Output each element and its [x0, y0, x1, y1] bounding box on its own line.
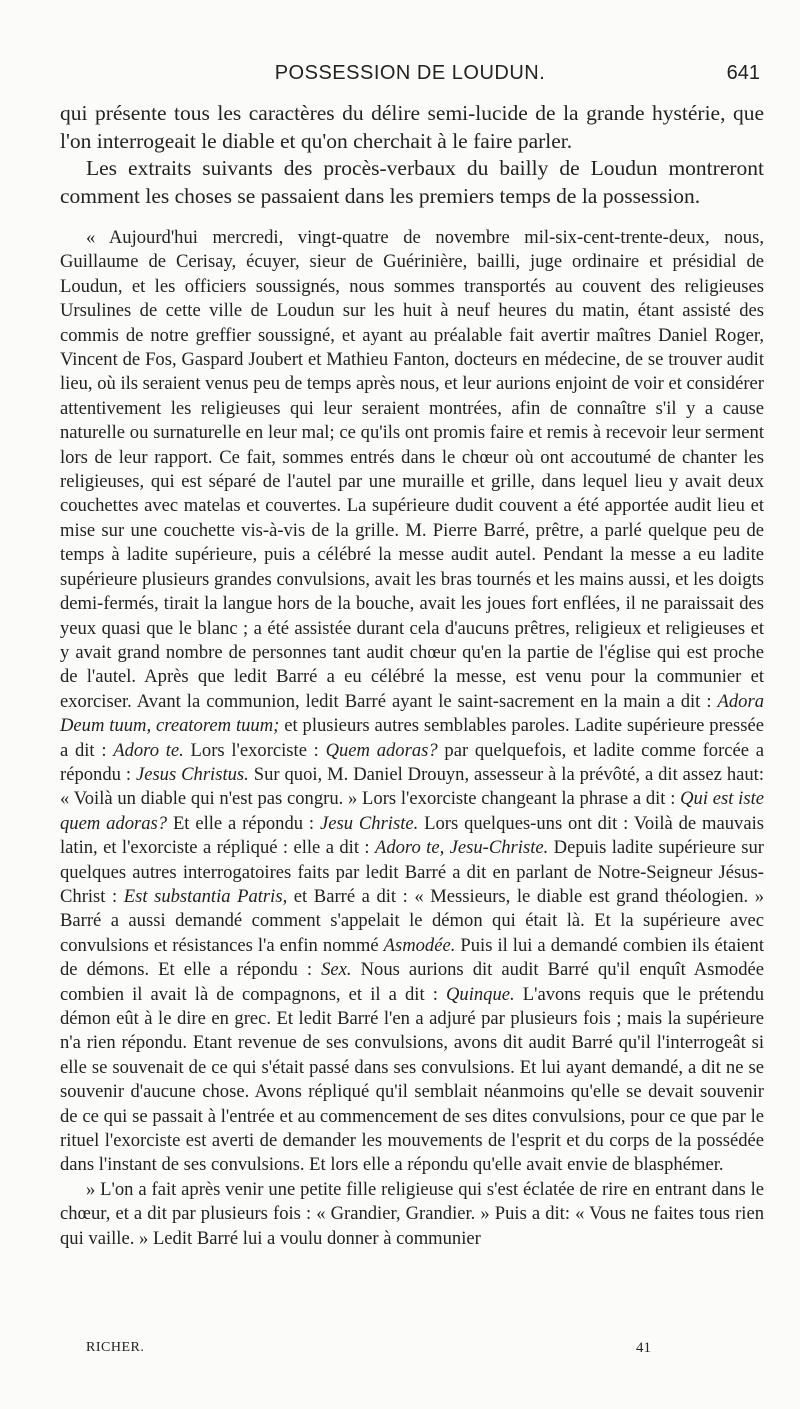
running-title: POSSESSION DE LOUDUN. [274, 62, 546, 84]
printer-signature: RICHER. [86, 1340, 145, 1355]
latin-phrase: Sex. [321, 959, 352, 981]
text-segment: Sur quoi, M. Daniel Drouyn, assesseur à la prévôté, a dit assez haut: « Voilà un diable qui n'est pas congru. » Lors l'exorciste changeant la phrase a dit : [60, 763, 764, 810]
proces-verbal-extract [60, 226, 764, 1251]
page-number: 641 [726, 62, 760, 84]
text-segment: Lors l'exorciste : [183, 739, 326, 761]
text-segment: Et elle a répondu : [167, 812, 320, 834]
signature-mark: 41 [636, 1340, 651, 1356]
text-segment: et Barré a dit : « Messieurs, le diable est grand théologien. » Barré a aussi demandé comment s'appelait le démon qui était là. Et la supérieure avec convulsions et résistances l'a enfin nommé [60, 885, 765, 956]
latin-phrase: Quinque. [445, 983, 515, 1005]
latin-phrase: Adora Deum tuum, creatorem tuum; [60, 690, 764, 737]
proces-paragraph-1 [60, 226, 764, 1178]
latin-phrase: Qui est iste quem adoras? [60, 788, 764, 834]
text-segment: L'avons requis que le prétendu démon eût à le dire en grec. Et ledit Barré l'en a adjuré par plusieurs fois ; mais la supérieure n'a rien répondu. Etant revenue de ses convulsions, avons dit audit Barré qu'il l'interrogeât si elle se souvenait de ce qui s'était passé dans ses convulsions. Et lui ayant demandé, a dit ne se souvenir d'aucune chose. Avons répliqué qu'il semblait néanmoins qu'elle se devait souvenir de ce qui se passait à l'entrée et au commencement de ses dites convulsions, pour ce que par le rituel l'exorciste est averti de demander les mouvements de l'esprit et du corps de la possédée dans l'instant de ses convulsions. Et lors elle a répondu qu'elle avait envie de blasphémer. [60, 983, 764, 1176]
latin-phrase: Jesu Christe. [319, 812, 419, 834]
body-text [60, 100, 764, 1251]
text-segment: Nous aurions dit audit Barré qu'il enquît Asmodée combien il avait là de compagnons, et il a dit : [60, 959, 765, 1005]
latin-phrase: Asmodée. [383, 934, 456, 956]
intro-section [60, 100, 764, 210]
page-header [60, 62, 760, 92]
text-segment: et plusieurs autres semblables paroles. Ladite supérieure pressée a dit : [60, 715, 764, 761]
text-segment: « Aujourd'hui mercredi, vingt-quatre de novembre mil-six-cent-trente-deux, nous, Guillaume de Cerisay, écuyer, sieur de Guérinière, bailli, juge ordinaire et présidial de Loudun, et les officiers soussignés, nous sommes transportés au couvent des religieuses Ursulines de cette ville de Loudun sur les huit à neuf heures du matin, étant assisté des commis de notre greffier soussigné, et ayant au préalable fait avertir maîtres Daniel Roger, Vincent de Fos, Gaspard Joubert et Mathieu Fanton, docteurs en médecine, de se trouver audit lieu, où ils seraient venus peu de temps après nous, et leur aurions enjoint de voir et considérer attentivement les religieuses qui leur seraient montrées, afin de connaître s'il y a cause naturelle ou surnaturelle en leur mal; ce qu'ils ont promis faire et remis à recevoir leur serment lors de leur rapport. Ce fait, sommes entrés dans le chœur où ont accoutumé de chanter les religieuses, qui est séparé de l'autel par une muraille et grille, dans lequel lieu y avait deux couchettes avec matelas et couvertes. La supérieure dudit couvent a été apportée audit lieu et mise sur une couchette vis-à-vis de la grille. M. Pierre Barré, prêtre, a parlé quelque peu de temps à ladite supérieure, puis a célébré la messe audit autel. Pendant la messe a eu ladite supérieure plusieurs grandes convulsions, avait les bras tournés et les mains aussi, et les doigts demi-fermés, tirait la langue hors de la bouche, avait les joues fort enflées, il ne paraissait des yeux quasi que le blanc ; a été assistée durant cela d'aucuns prêtres, religieux et religieuses et y avait grand nombre de personnes tant audit chœur qu'en la partie de l'église qui est proche de l'autel. Après que ledit Barré a eu célébré la messe, est venu pour la communier et exorciser. Avant la communion, ledit Barré ayant le saint-sacrement en la main a dit : [60, 227, 764, 712]
intro-paragraph-1: qui présente tous les caractères du délire semi-lucide de la grande hystérie, que l'on interrogeait le diable et qu'on cherchait à le faire parler. [60, 101, 764, 153]
page-footer [86, 1340, 726, 1362]
text-segment: Depuis ladite supérieure sur quelques autres interrogatoires faits par ledit Barré a dit en parlant de Notre-Seigneur Jésus-Christ : [60, 837, 764, 907]
latin-phrase: Adoro te, Jesu-Christe. [374, 837, 549, 859]
text-segment: Lors quelques-uns ont dit : Voilà de mauvais latin, et l'exorciste a répliqué : elle a dit : [60, 812, 764, 859]
latin-phrase: Quem adoras? [325, 739, 438, 761]
latin-phrase: Adoro te. [113, 739, 184, 761]
latin-phrase: Jesus Christus. [135, 763, 249, 785]
latin-phrase: Est substantia Patris, [123, 885, 288, 907]
text-segment: Puis il lui a demandé combien ils étaient de démons. Et elle a répondu : [60, 934, 764, 981]
intro-paragraph-2: Les extraits suivants des procès-verbaux du bailly de Loudun montreront comment les choses se passaient dans les premiers temps de la possession. [60, 156, 764, 208]
text-segment: par quelquefois, et ladite comme forcée a répondu : [60, 739, 764, 785]
proces-paragraph-2: » L'on a fait après venir une petite fille religieuse qui s'est éclatée de rire en entrant dans le chœur, et a dit par plusieurs fois : « Grandier, Grandier. » Puis a dit: « Vous ne faites tous rien qui vaille. » Ledit Barré lui a voulu donner à communier [60, 1178, 764, 1249]
